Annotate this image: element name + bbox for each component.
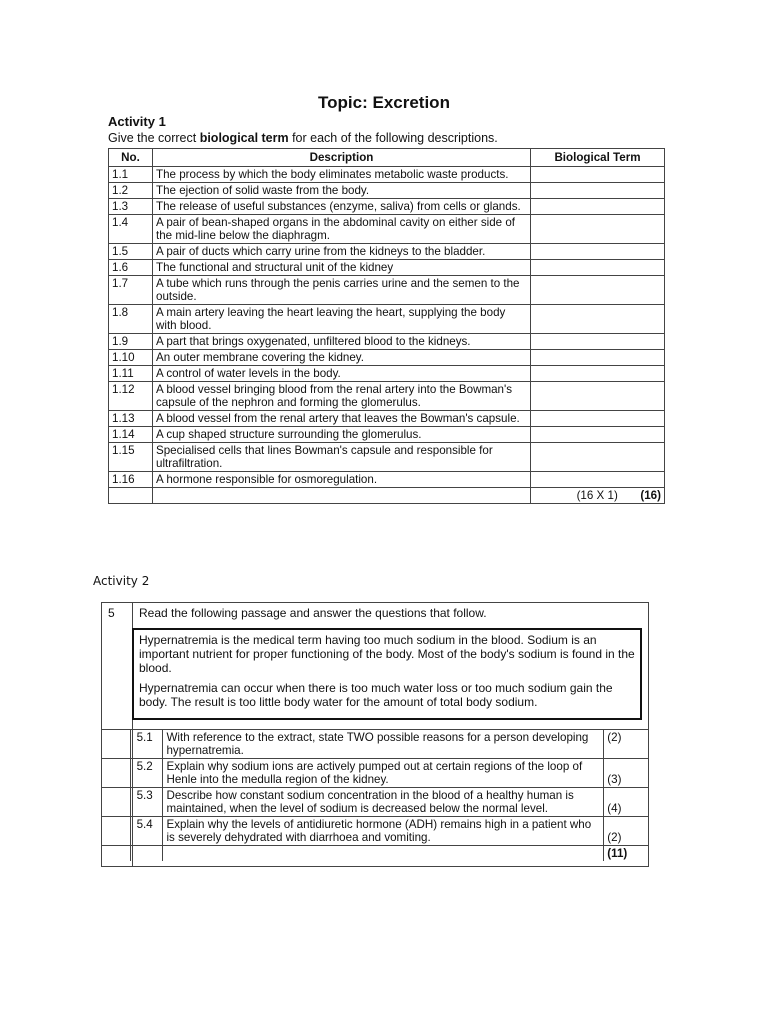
table-row xyxy=(109,276,665,305)
question-intro: Read the following passage and answer the questions that follow. xyxy=(139,606,487,620)
table-row xyxy=(109,305,665,334)
col-header-no: No. xyxy=(109,149,153,167)
row-blank xyxy=(163,846,604,862)
row-number: 1.4 xyxy=(109,215,153,244)
question-row xyxy=(102,788,648,817)
table-row xyxy=(109,334,665,350)
row-number: 1.12 xyxy=(109,382,153,411)
table-row xyxy=(109,443,665,472)
row-description: A cup shaped structure surrounding the glomerulus. xyxy=(153,427,531,443)
row-description: The release of useful substances (enzyme, saliva) from cells or glands. xyxy=(153,199,531,215)
sub-question-marks: (4) xyxy=(604,788,648,817)
sub-question-text: Explain why sodium ions are actively pumped out at certain regions of the loop of Henle into the medulla region of the kidney. xyxy=(163,759,604,788)
question5-box xyxy=(101,602,649,867)
row-answer-cell[interactable] xyxy=(531,305,665,334)
question-row xyxy=(102,817,648,846)
row-answer-cell[interactable] xyxy=(531,215,665,244)
total-marks: (16) xyxy=(640,489,661,502)
sub-question-number: 5.2 xyxy=(130,759,163,788)
col-header-term: Biological Term xyxy=(531,149,665,167)
row-number: 1.14 xyxy=(109,427,153,443)
row-description: A blood vessel from the renal artery that leaves the Bowman's capsule. xyxy=(153,411,531,427)
activity1-total-row xyxy=(109,488,665,504)
table-row xyxy=(109,411,665,427)
row-answer-cell[interactable] xyxy=(531,366,665,382)
row-description: A part that brings oxygenated, unfiltered blood to the kidneys. xyxy=(153,334,531,350)
table-row xyxy=(109,199,665,215)
row-description: A hormone responsible for osmoregulation. xyxy=(153,472,531,488)
activity1-instruction xyxy=(108,131,498,145)
row-number: 1.2 xyxy=(109,183,153,199)
row-number: 1.13 xyxy=(109,411,153,427)
row-description: The process by which the body eliminates metabolic waste products. xyxy=(153,167,531,183)
activity2-label: Activity 2 xyxy=(93,574,150,588)
row-answer-cell[interactable] xyxy=(531,472,665,488)
row-answer-cell[interactable] xyxy=(531,411,665,427)
passage-paragraph-1: Hypernatremia is the medical term having too much sodium in the blood. Sodium is an important nutrient for proper functioning of the body. Most of the body's sodium is found in the blood. xyxy=(139,633,635,675)
activity1-table-body xyxy=(109,167,665,488)
row-blank xyxy=(102,730,130,759)
activity1-total xyxy=(531,488,665,504)
total-blank xyxy=(153,488,531,504)
row-blank xyxy=(102,759,130,788)
row-number: 1.8 xyxy=(109,305,153,334)
row-description: The ejection of solid waste from the body. xyxy=(153,183,531,199)
col-header-description: Description xyxy=(153,149,531,167)
question-row xyxy=(102,759,648,788)
row-answer-cell[interactable] xyxy=(531,244,665,260)
row-answer-cell[interactable] xyxy=(531,334,665,350)
row-description: A control of water levels in the body. xyxy=(153,366,531,382)
sub-question-text: Describe how constant sodium concentration in the blood of a healthy human is maintained, when the level of sodium is decreased below the normal level. xyxy=(163,788,604,817)
row-description: A main artery leaving the heart leaving the heart, supplying the body with blood. xyxy=(153,305,531,334)
row-blank xyxy=(102,817,130,846)
row-answer-cell[interactable] xyxy=(531,183,665,199)
total-calc: (16 X 1) xyxy=(576,489,618,502)
passage-box xyxy=(132,628,642,720)
row-answer-cell[interactable] xyxy=(531,167,665,183)
total-blank xyxy=(109,488,153,504)
row-blank xyxy=(102,788,130,817)
sub-question-number: 5.4 xyxy=(130,817,163,846)
sub-question-text: Explain why the levels of antidiuretic hormone (ADH) remains high in a patient who is severely dehydrated with diarrhoea and vomiting. xyxy=(163,817,604,846)
row-description: A pair of bean-shaped organs in the abdominal cavity on either side of the mid-line below the diaphragm. xyxy=(153,215,531,244)
row-number: 1.9 xyxy=(109,334,153,350)
activity1-heading: Activity 1 xyxy=(108,114,166,129)
row-description: A blood vessel bringing blood from the renal artery into the Bowman's capsule of the nephron and forming the glomerulus. xyxy=(153,382,531,411)
row-number: 1.3 xyxy=(109,199,153,215)
instruction-bold: biological term xyxy=(199,131,289,145)
instruction-post: for each of the following descriptions. xyxy=(288,131,498,145)
table-row xyxy=(109,215,665,244)
page-title: Topic: Excretion xyxy=(318,93,450,112)
row-number: 1.1 xyxy=(109,167,153,183)
row-number: 1.6 xyxy=(109,260,153,276)
table-row xyxy=(109,260,665,276)
table-row xyxy=(109,350,665,366)
row-answer-cell[interactable] xyxy=(531,199,665,215)
sub-question-marks: (2) xyxy=(604,817,648,846)
table-row xyxy=(109,472,665,488)
table-row xyxy=(109,366,665,382)
row-number: 1.15 xyxy=(109,443,153,472)
row-blank xyxy=(130,846,163,862)
sub-question-marks: (3) xyxy=(604,759,648,788)
table-row xyxy=(109,244,665,260)
instruction-pre: Give the correct xyxy=(108,131,200,145)
sub-question-marks: (2) xyxy=(604,730,648,759)
row-answer-cell[interactable] xyxy=(531,443,665,472)
row-answer-cell[interactable] xyxy=(531,276,665,305)
row-answer-cell[interactable] xyxy=(531,260,665,276)
row-answer-cell[interactable] xyxy=(531,382,665,411)
row-description: An outer membrane covering the kidney. xyxy=(153,350,531,366)
passage-paragraph-2: Hypernatremia can occur when there is too much water loss or too much sodium gain the body. The result is too little body water for the amount of total body sodium. xyxy=(139,681,613,709)
table-row xyxy=(109,427,665,443)
question-total-marks: (11) xyxy=(604,846,648,862)
question-number: 5 xyxy=(108,606,115,620)
sub-question-number: 5.1 xyxy=(130,730,163,759)
row-number: 1.16 xyxy=(109,472,153,488)
row-number: 1.7 xyxy=(109,276,153,305)
row-description: Specialised cells that lines Bowman's capsule and responsible for ultrafiltration. xyxy=(153,443,531,472)
sub-question-number: 5.3 xyxy=(130,788,163,817)
activity1-table xyxy=(108,148,665,504)
row-description: A tube which runs through the penis carries urine and the semen to the outside. xyxy=(153,276,531,305)
table-row xyxy=(109,167,665,183)
row-answer-cell[interactable] xyxy=(531,350,665,366)
row-answer-cell[interactable] xyxy=(531,427,665,443)
row-description: A pair of ducts which carry urine from the kidneys to the bladder. xyxy=(153,244,531,260)
questions-table xyxy=(102,729,648,861)
row-number: 1.5 xyxy=(109,244,153,260)
sub-question-text: With reference to the extract, state TWO possible reasons for a person developing hypernatremia. xyxy=(163,730,604,759)
row-description: The functional and structural unit of the kidney xyxy=(153,260,531,276)
table-header-row xyxy=(109,149,665,167)
questions-table-body xyxy=(102,730,648,862)
question-row xyxy=(102,730,648,759)
question-total-row xyxy=(102,846,648,862)
row-number: 1.11 xyxy=(109,366,153,382)
row-blank xyxy=(102,846,130,862)
row-number: 1.10 xyxy=(109,350,153,366)
table-row xyxy=(109,382,665,411)
table-row xyxy=(109,183,665,199)
